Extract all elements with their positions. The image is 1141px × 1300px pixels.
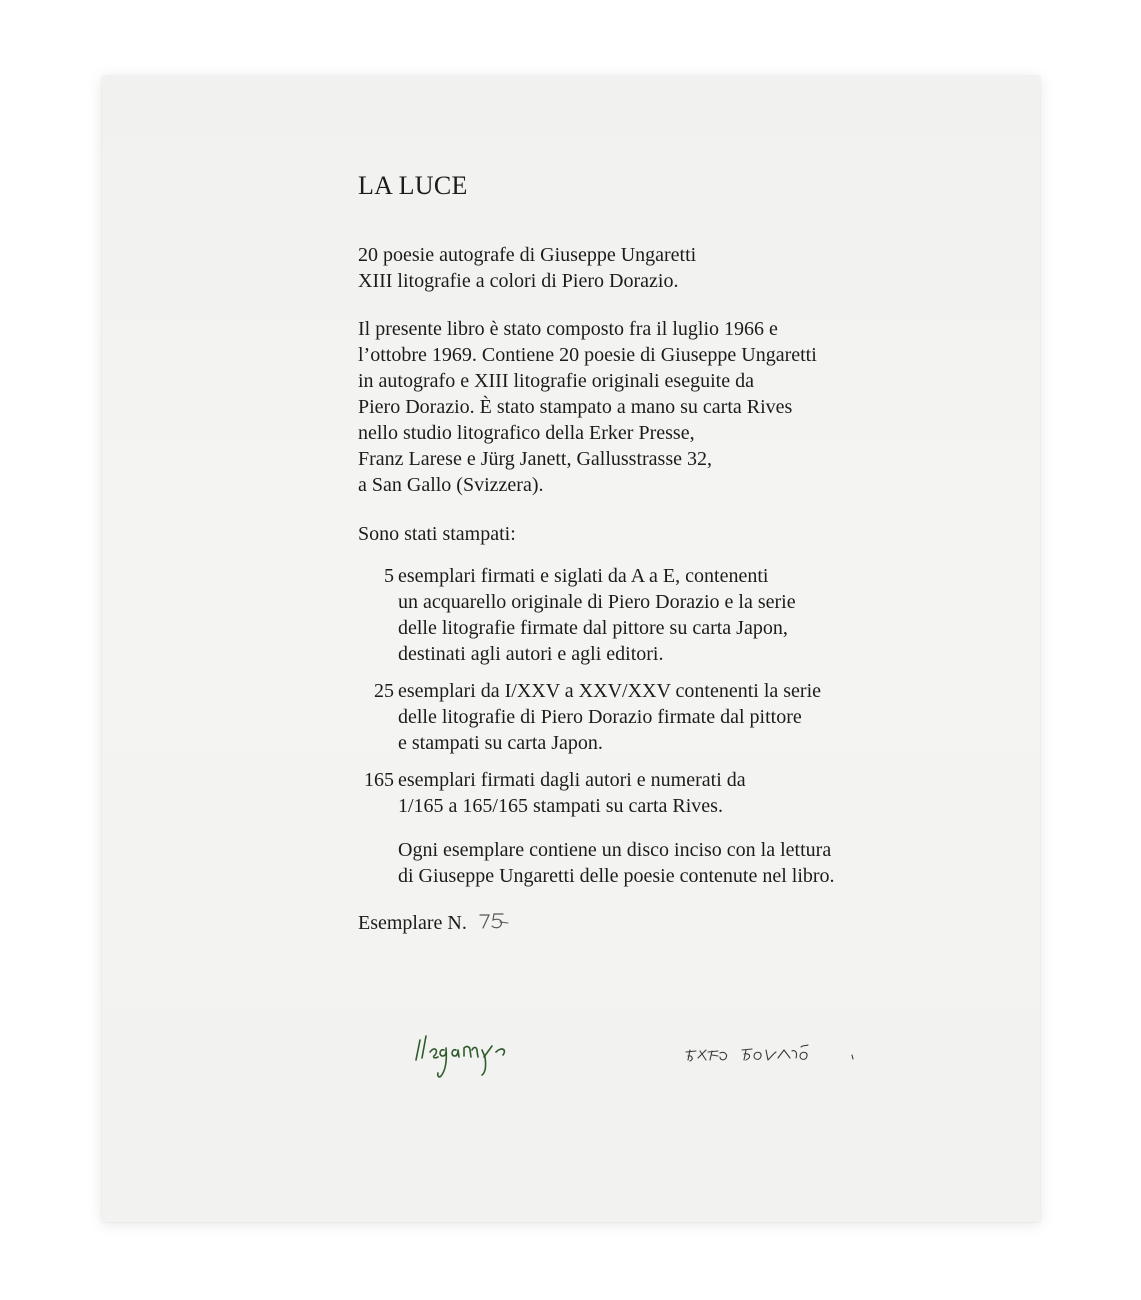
page-title: LA LUCE — [358, 171, 468, 200]
edition-count: 25 — [374, 680, 394, 702]
record-note — [358, 837, 978, 889]
edition-line: destinati agli autori e agli editori. — [398, 643, 664, 665]
copy-number-label: Esemplare N. — [358, 912, 467, 934]
edition-line: esemplari firmati dagli autori e numerati da — [398, 769, 746, 791]
edition-entry — [358, 563, 978, 667]
colophon-line: a San Gallo (Svizzera). — [358, 474, 544, 496]
edition-line: esemplari firmati e siglati da A a E, contenenti — [398, 565, 769, 587]
subtitle — [358, 242, 978, 294]
colophon-paragraph — [358, 316, 978, 498]
colophon-line: Franz Larese e Jürg Janett, Gallusstrasse 32, — [358, 448, 712, 470]
note-line: Ogni esemplare contiene un disco inciso con la lettura — [398, 839, 832, 861]
edition-count: 165 — [364, 769, 394, 791]
printed-lead: Sono stati stampati: — [358, 523, 516, 545]
edition-line: delle litografie di Piero Dorazio firmate dal pittore — [398, 706, 802, 728]
colophon-line: Il presente libro è stato composto fra il luglio 1966 e — [358, 318, 778, 340]
colophon-line: Piero Dorazio. È stato stampato a mano su carta Rives — [358, 396, 793, 418]
signature-ungaretti — [412, 1026, 536, 1084]
edition-line: e stampati su carta Japon. — [398, 732, 603, 754]
subtitle-line: XIII litografie a colori di Piero Dorazio. — [358, 270, 679, 292]
colophon-line: l’ottobre 1969. Contiene 20 poesie di Giuseppe Ungaretti — [358, 344, 817, 366]
subtitle-line: 20 poesie autografe di Giuseppe Ungaretti — [358, 244, 697, 266]
colophon-text — [358, 170, 978, 936]
edition-entry — [358, 678, 978, 756]
signature-dorazio — [682, 1038, 878, 1070]
handwritten-copy-number — [476, 909, 520, 933]
edition-line: un acquarello originale di Piero Dorazio e la serie — [398, 591, 796, 613]
edition-line: delle litografie firmate dal pittore su carta Japon, — [398, 617, 788, 639]
edition-line: esemplari da I/XXV a XXV/XXV contenenti la serie — [398, 680, 822, 702]
edition-count: 5 — [384, 565, 394, 587]
note-line: di Giuseppe Ungaretti delle poesie contenute nel libro. — [398, 865, 835, 887]
edition-entry — [358, 767, 978, 819]
copy-number-row — [358, 909, 978, 936]
edition-line: 1/165 a 165/165 stampati su carta Rives. — [398, 795, 723, 817]
paper-sheet — [102, 76, 1040, 1222]
colophon-line: nello studio litografico della Erker Presse, — [358, 422, 695, 444]
colophon-line: in autografo e XIII litografie originali eseguite da — [358, 370, 754, 392]
